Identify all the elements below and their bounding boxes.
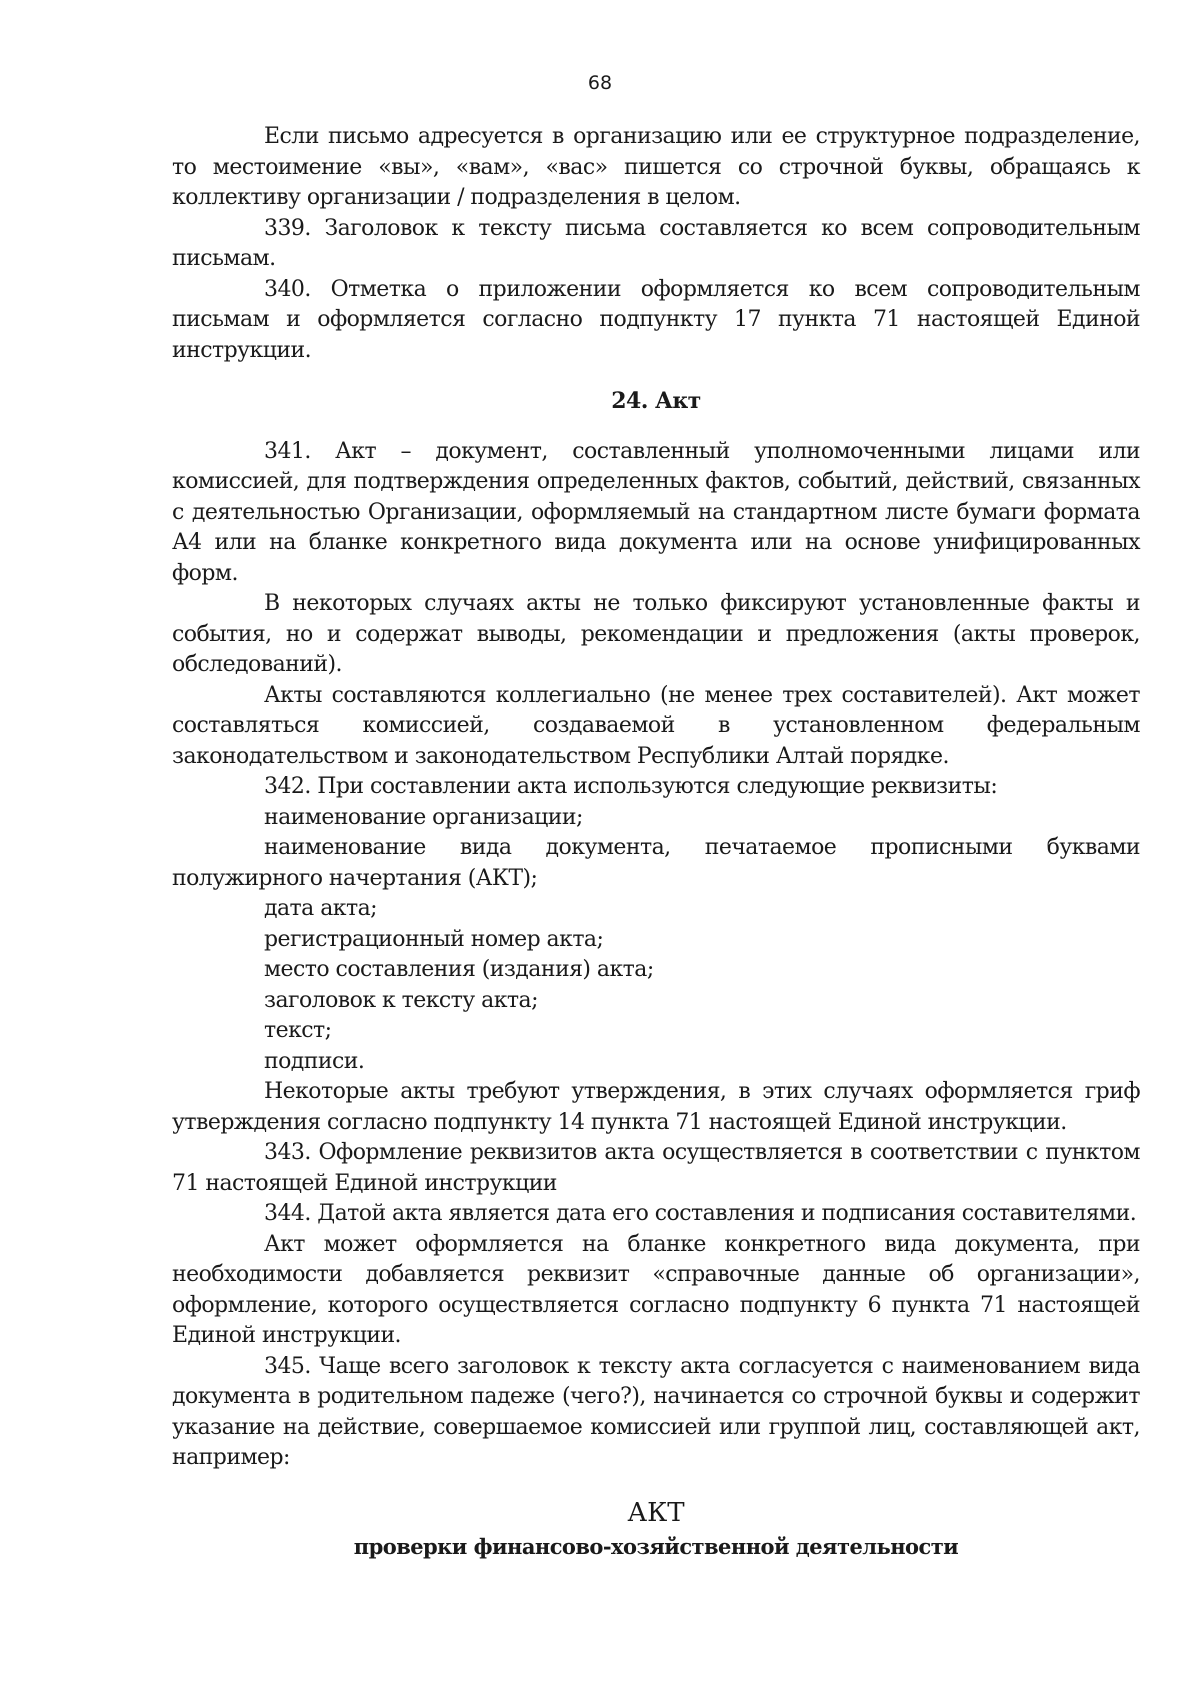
paragraph-341: 341. Акт – документ, составленный уполномоченными лицами или комиссией, для подтверждения определенных фактов, событий, действий, связанных с деятельностью Организации, оформляемый на стандартном листе бумаги формата А4 или на бланке конкретного вида документа или на основе унифицированных форм. [172, 438, 1140, 586]
requisite-item: регистрационный номер акта; [264, 926, 604, 952]
requisite-item: наименование организации; [264, 804, 583, 830]
document-body [172, 122, 1140, 1564]
paragraph-341-collegial: Акты составляются коллегиально (не менее трех составителей). Акт может составляться комиссией, создаваемой в установленном федеральным законодательством и законодательством Республики Алтай порядке. [172, 682, 1140, 769]
requisite-item: дата акта; [264, 896, 378, 921]
example-subtitle: проверки финансово-хозяйственной деятельности [353, 1533, 959, 1559]
requisite-item: текст; [264, 1018, 332, 1043]
paragraph-344: 344. Датой акта является дата его составления и подписания составителями. [264, 1201, 1137, 1226]
paragraph-344-letterhead: Акт может оформляется на бланке конкретного вида документа, при необходимости добавляется реквизит «справочные данные об организации», оформление, которого осуществляется согласно подпункту 6 пункта 71 настоящей Единой инструкции. [172, 1231, 1140, 1348]
section-heading: 24. Акт [611, 388, 701, 414]
requisite-item: заголовок к тексту акта; [264, 987, 538, 1013]
paragraph-343: 343. Оформление реквизитов акта осуществляется в соответствии с пунктом 71 настоящей Единой инструкции [172, 1140, 1140, 1196]
requisite-item: наименование вида документа, печатаемое прописными буквами полужирного начертания (АКТ); [172, 835, 1140, 891]
page-number: 68 [587, 72, 613, 94]
requisite-item: место составления (издания) акта; [264, 957, 654, 982]
requisite-item: подписи. [264, 1048, 365, 1074]
example-title: АКТ [627, 1497, 685, 1528]
paragraph-342: 342. При составлении акта используются следующие реквизиты: [264, 774, 998, 799]
paragraph-342-approval: Некоторые акты требуют утверждения, в этих случаях оформляется гриф утверждения согласно подпункту 14 пункта 71 настоящей Единой инструкции. [172, 1079, 1140, 1135]
paragraph-340: 340. Отметка о приложении оформляется ко всем сопроводительным письмам и оформляется согласно подпункту 17 пункта 71 настоящей Единой инструкции. [172, 276, 1140, 363]
paragraph-339: 339. Заголовок к тексту письма составляется ко всем сопроводительным письмам. [172, 215, 1140, 271]
paragraph-letter-addressing: Если письмо адресуется в организацию или ее структурное подразделение, то местоимение «вы», «вам», «вас» пишется со строчной буквы, обращаясь к коллективу организации / подразделения в целом. [172, 124, 1140, 210]
paragraph-345: 345. Чаще всего заголовок к тексту акта согласуется с наименованием вида документа в родительном падеже (чего?), начинается со строчной буквы и содержит указание на действие, совершаемое комиссией или группой лиц, составляющей акт, например: [172, 1353, 1140, 1470]
example-block [172, 1496, 1140, 1564]
paragraph-341-conclusions: В некоторых случаях акты не только фиксируют установленные факты и события, но и содержат выводы, рекомендации и предложения (акты проверок, обследований). [172, 591, 1140, 677]
